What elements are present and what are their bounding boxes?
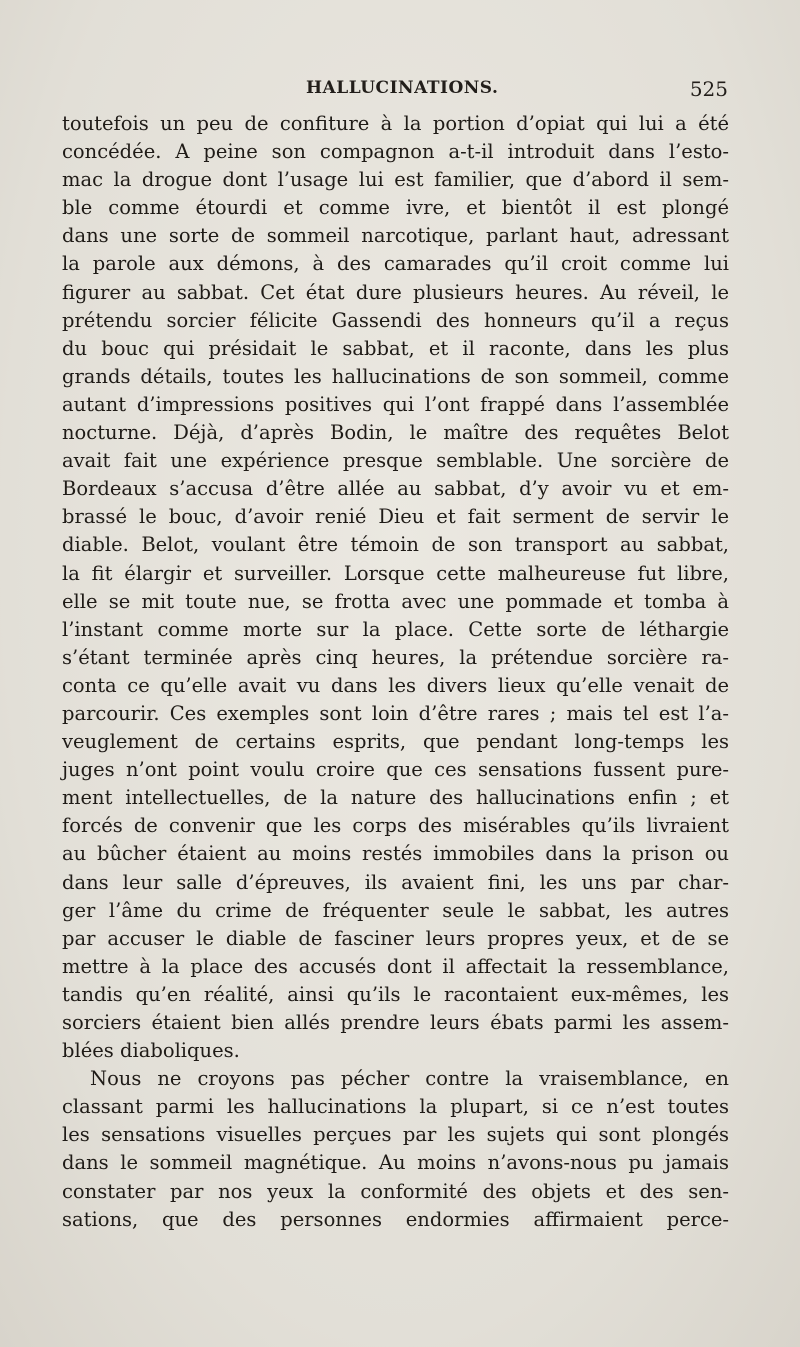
running-title: HALLUCINATIONS.	[306, 78, 499, 98]
text-line: elle se mit toute nue, se frotta avec une pommade et tomba à	[62, 589, 729, 613]
text-line: la fit élargir et surveiller. Lorsque cette malheureuse fut libre,	[62, 561, 729, 585]
text-line: par accuser le diable de fasciner leurs propres yeux, et de se	[62, 926, 729, 950]
text-line: nocturne. Déjà, d’après Bodin, le maître des requêtes Belot	[62, 421, 729, 445]
text-line: constater par nos yeux la conformité des objets et des sen-	[62, 1179, 729, 1203]
text-line: mac la drogue dont l’usage lui est familier, que d’abord il sem-	[62, 168, 729, 192]
text-line: dans leur salle d’épreuves, ils avaient fini, les uns par char-	[62, 870, 729, 894]
text-line: dans une sorte de sommeil narcotique, parlant haut, adressant	[62, 224, 729, 248]
text-line: brassé le bouc, d’avoir renié Dieu et fait serment de servir le	[62, 505, 729, 529]
text-line: sations, que des personnes endormies affirmaient perce-	[62, 1207, 729, 1231]
page-header	[0, 78, 800, 104]
body-text	[62, 110, 729, 1234]
text-line: avait fait une expérience presque semblable. Une sorcière de	[62, 449, 729, 473]
text-line: prétendu sorcier félicite Gassendi des honneurs qu’il a reçus	[62, 308, 729, 332]
text-line: toutefois un peu de confiture à la portion d’opiat qui lui a été	[62, 112, 729, 135]
text-line: au bûcher étaient au moins restés immobiles dans la prison ou	[62, 842, 729, 866]
text-line: juges n’ont point voulu croire que ces sensations fussent pure-	[62, 758, 729, 782]
text-line: conta ce qu’elle avait vu dans les divers lieux qu’elle venait de	[62, 673, 729, 697]
text-line: classant parmi les hallucinations la plupart, si ce n’est toutes	[62, 1095, 729, 1119]
text-line: autant d’impressions positives qui l’ont frappé dans l’assemblée	[62, 392, 729, 416]
text-line: blées diaboliques.	[62, 1039, 240, 1063]
text-line: ble comme étourdi et comme ivre, et bientôt il est plongé	[62, 196, 729, 220]
text-line: Bordeaux s’accusa d’être allée au sabbat, d’y avoir vu et em-	[62, 477, 729, 501]
text-line: tandis qu’en réalité, ainsi qu’ils le racontaient eux-mêmes, les	[62, 982, 729, 1006]
text-line: diable. Belot, voulant être témoin de son transport au sabbat,	[62, 533, 729, 557]
text-line: figurer au sabbat. Cet état dure plusieurs heures. Au réveil, le	[62, 280, 729, 304]
text-line: grands détails, toutes les hallucinations de son sommeil, comme	[62, 364, 729, 388]
text-line: s’étant terminée après cinq heures, la prétendue sorcière ra-	[62, 645, 729, 669]
text-line: la parole aux démons, à des camarades qu’il croit comme lui	[62, 252, 729, 276]
paragraph-1	[62, 110, 729, 1065]
text-line: dans le sommeil magnétique. Au moins n’avons-nous pu jamais	[62, 1151, 729, 1175]
text-line: forcés de convenir que les corps des misérables qu’ils livraient	[62, 814, 729, 838]
paragraph-2	[62, 1065, 729, 1234]
text-line: ger l’âme du crime de fréquenter seule le sabbat, les autres	[62, 898, 729, 922]
text-line: mettre à la place des accusés dont il affectait la ressemblance,	[62, 954, 729, 978]
text-line: ment intellectuelles, de la nature des hallucinations enfin ; et	[62, 786, 729, 810]
text-line: les sensations visuelles perçues par les sujets qui sont plongés	[62, 1123, 729, 1147]
text-line: du bouc qui présidait le sabbat, et il raconte, dans les plus	[62, 336, 729, 360]
text-line: parcourir. Ces exemples sont loin d’être rares ; mais tel est l’a-	[62, 701, 729, 725]
text-line: veuglement de certains esprits, que pendant long-temps les	[62, 730, 729, 754]
text-line: concédée. A peine son compagnon a-t-il introduit dans l’esto-	[62, 140, 729, 164]
text-line: l’instant comme morte sur la place. Cette sorte de léthargie	[62, 617, 729, 641]
text-line: sorciers étaient bien allés prendre leurs ébats parmi les assem-	[62, 1011, 729, 1034]
page-number: 525	[689, 77, 728, 101]
text-line: Nous ne croyons pas pécher contre la vraisemblance, en	[90, 1067, 729, 1091]
